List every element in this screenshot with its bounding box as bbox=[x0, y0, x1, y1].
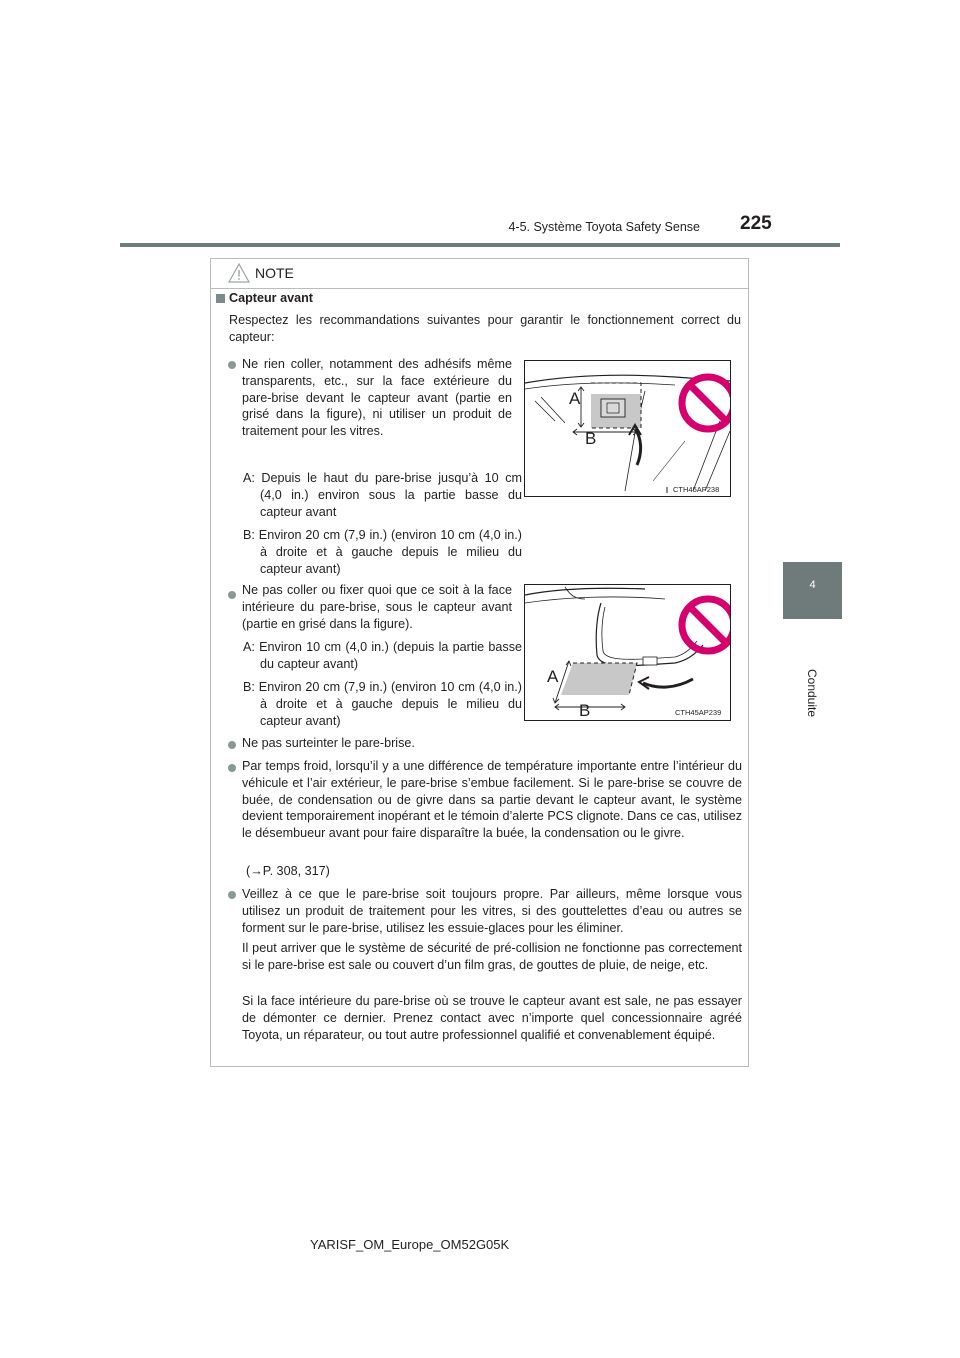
bullet2-dim-a: A: Environ 10 cm (4,0 in.) (depuis la partie basse du capteur avant) bbox=[243, 640, 522, 671]
chapter-label bbox=[785, 658, 839, 728]
fig1-label-b: B bbox=[585, 429, 597, 448]
windshield-exterior-illustration bbox=[525, 361, 730, 496]
fig2-code: CTH45AP239 bbox=[675, 708, 722, 717]
note-header bbox=[211, 259, 748, 289]
fig2-label-b: B bbox=[579, 701, 591, 720]
fig1-code: CTH45AP238 bbox=[673, 485, 720, 494]
bullet-dot bbox=[228, 361, 236, 369]
bullet5-paragraph2: Il peut arriver que le système de sécurité de pré-collision ne fonctionne pas correctement si le pare-brise est sale ou couvert d’un film gras, de gouttes de pluie, de neige, etc. bbox=[242, 941, 742, 972]
chapter-tab bbox=[783, 562, 842, 619]
bullet1-dim-a: A: Depuis le haut du pare-brise jusqu’à 10 cm (4,0 in.) environ sous la partie basse du capteur avant bbox=[243, 471, 522, 519]
note-title: NOTE bbox=[255, 265, 294, 281]
bullet4-text: Par temps froid, lorsqu’il y a une différence de température importante entre l’intérieur du véhicule et l’air extérieur, le pare-brise s’embue facilement. Si le pare-brise se couvre de buée, de condensation ou de givre dans sa partie devant le capteur avant, le système devient temporairement inopérant et le témoin d’alerte PCS clignote. Dans ce cas, utilisez le désembueur avant pour faire disparaître la buée, la condensation ou le givre. bbox=[242, 759, 742, 841]
bullet1-dim-b: B: Environ 20 cm (7,9 in.) (environ 10 cm (4,0 in.) à droite et à gauche depuis le milieu du capteur avant) bbox=[243, 528, 522, 576]
bullet-dot bbox=[228, 764, 236, 772]
section-heading: Capteur avant bbox=[229, 291, 313, 305]
bullet5-paragraph3: Si la face intérieure du pare-brise où se trouve le capteur avant est sale, ne pas essayer de démonter ce dernier. Prenez contact avec n’importe quel concessionnaire agréé Toyota, un réparateur, ou tout autre professionnel qualifié et convenablement équipé. bbox=[242, 994, 742, 1042]
bullet3-text: Ne pas surteinter le pare-brise. bbox=[242, 736, 415, 750]
bullet2-text: Ne pas coller ou fixer quoi que ce soit à la face intérieure du pare-brise, sous le capteur avant (partie en grisé dans la figure). bbox=[242, 583, 512, 631]
bullet-dot bbox=[228, 891, 236, 899]
figure-interior-windshield bbox=[524, 584, 731, 721]
bullet5-paragraph1: Veillez à ce que le pare-brise soit toujours propre. Par ailleurs, même lorsque vous utilisez un produit de traitement pour les vitres, si des gouttelettes d’eau ou autres se forment sur le pare-brise, utilisez les essuie-glaces pour les éliminer. bbox=[242, 887, 742, 935]
page-number: 225 bbox=[740, 213, 772, 234]
header-rule bbox=[120, 243, 840, 247]
bullet-dot bbox=[228, 741, 236, 749]
fig1-label-a: A bbox=[569, 389, 581, 408]
bullet-dot bbox=[228, 591, 236, 599]
fig2-label-a: A bbox=[547, 667, 559, 686]
running-header-section: 4-5. Système Toyota Safety Sense bbox=[508, 220, 700, 234]
chapter-label-text: Conduite bbox=[805, 668, 819, 718]
figure-exterior-windshield bbox=[524, 360, 731, 497]
intro-paragraph: Respectez les recommandations suivantes pour garantir le fonctionnement correct du capteur: bbox=[229, 313, 741, 344]
document-footer: YARISF_OM_Europe_OM52G05K bbox=[310, 1237, 510, 1252]
bullet2-dim-b: B: Environ 20 cm (7,9 in.) (environ 10 cm (4,0 in.) à droite et à gauche depuis le milieu du capteur avant) bbox=[243, 680, 522, 728]
warning-triangle-icon bbox=[228, 263, 250, 283]
chapter-number: 4 bbox=[809, 579, 816, 591]
windshield-interior-illustration bbox=[525, 585, 730, 720]
bullet1-text: Ne rien coller, notamment des adhésifs même transparents, etc., sur la face extérieure du pare-brise devant le capteur avant (partie en grisé dans la figure), ni utiliser un produit de traitement pour les vitres. bbox=[242, 357, 512, 439]
section-square-icon bbox=[216, 294, 225, 303]
bullet4-page-ref: (→P. 308, 317) bbox=[246, 864, 330, 878]
